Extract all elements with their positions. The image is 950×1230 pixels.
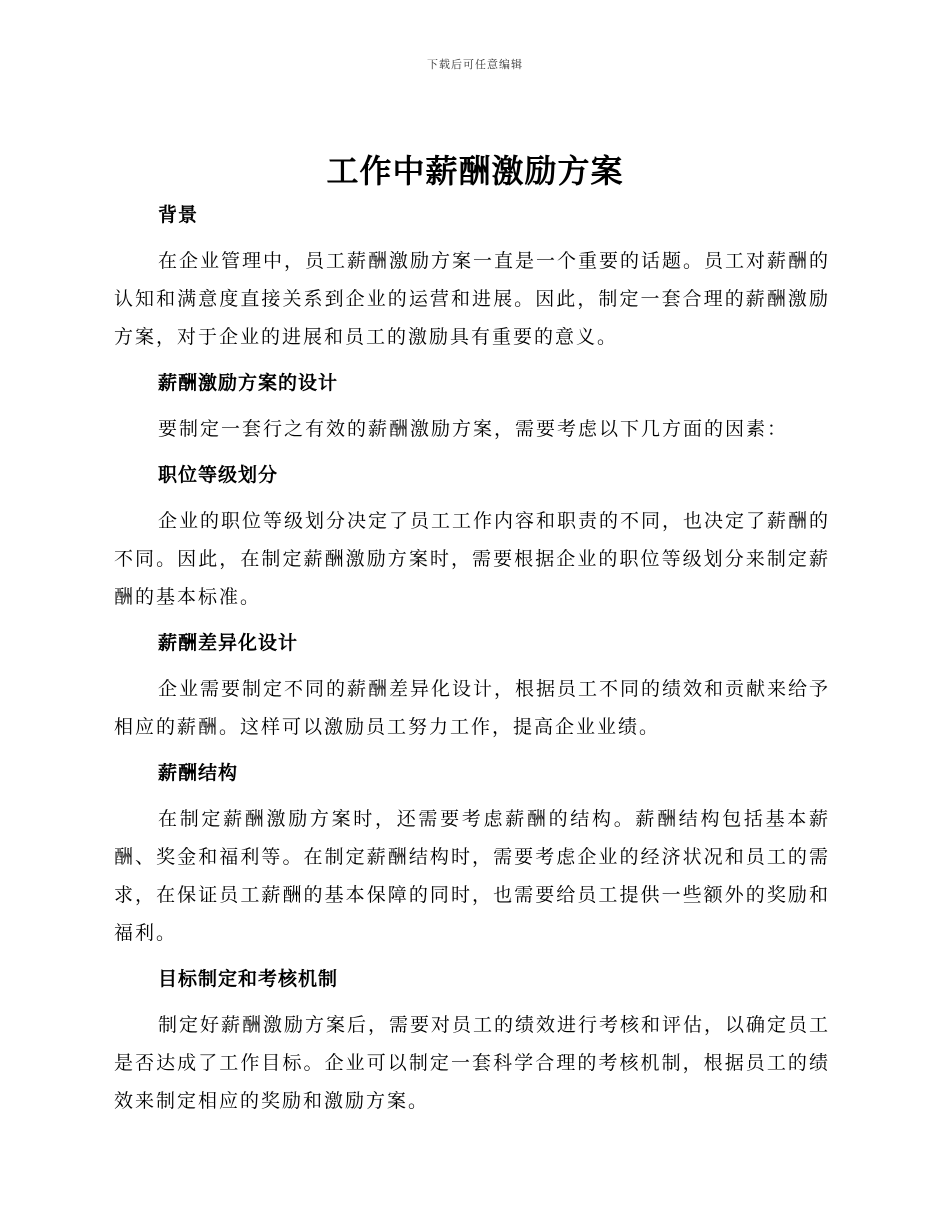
document-body [114,192,830,1128]
section-plan-design [114,364,830,448]
section-pay-differentiation [114,624,830,746]
section-pay-structure [114,754,830,952]
section-heading: 薪酬结构 [158,762,239,784]
section-paragraph: 制定好薪酬激励方案后，需要对员工的绩效进行考核和评估，以确定员工是否达成了工作目标。企业可以制定一套科学合理的考核机制，根据员工的绩效来制定相应的奖励和激励方案。 [114,1014,831,1112]
section-goals-assessment [114,960,830,1120]
section-heading: 背景 [158,204,199,226]
section-paragraph: 在企业管理中，员工薪酬激励方案一直是一个重要的话题。员工对薪酬的认知和满意度直接关系到企业的运营和进展。因此，制定一套合理的薪酬激励方案，对于企业的进展和员工的激励具有重要的意义。 [114,250,831,348]
section-paragraph: 企业需要制定不同的薪酬差异化设计，根据员工不同的绩效和贡献来给予相应的薪酬。这样可以激励员工努力工作，提高企业业绩。 [114,678,831,738]
section-paragraph: 在制定薪酬激励方案时，还需要考虑薪酬的结构。薪酬结构包括基本薪酬、奖金和福利等。在制定薪酬结构时，需要考虑企业的经济状况和员工的需求，在保证员工薪酬的基本保障的同时，也需要给员工提供一些额外的奖励和福利。 [114,808,830,944]
section-heading: 职位等级划分 [158,464,279,486]
section-heading: 薪酬激励方案的设计 [158,372,339,394]
section-paragraph: 要制定一套行之有效的薪酬激励方案，需要考虑以下几方面的因素： [158,418,789,440]
section-job-grading [114,456,830,616]
header-note: 下载后可任意编辑 [427,58,523,71]
document-title: 工作中薪酬激励方案 [326,152,624,190]
section-heading: 目标制定和考核机制 [158,968,339,990]
section-heading: 薪酬差异化设计 [158,632,299,654]
section-paragraph: 企业的职位等级划分决定了员工工作内容和职责的不同，也决定了薪酬的不同。因此，在制定薪酬激励方案时，需要根据企业的职位等级划分来制定薪酬的基本标准。 [114,510,831,608]
section-background [114,196,830,356]
